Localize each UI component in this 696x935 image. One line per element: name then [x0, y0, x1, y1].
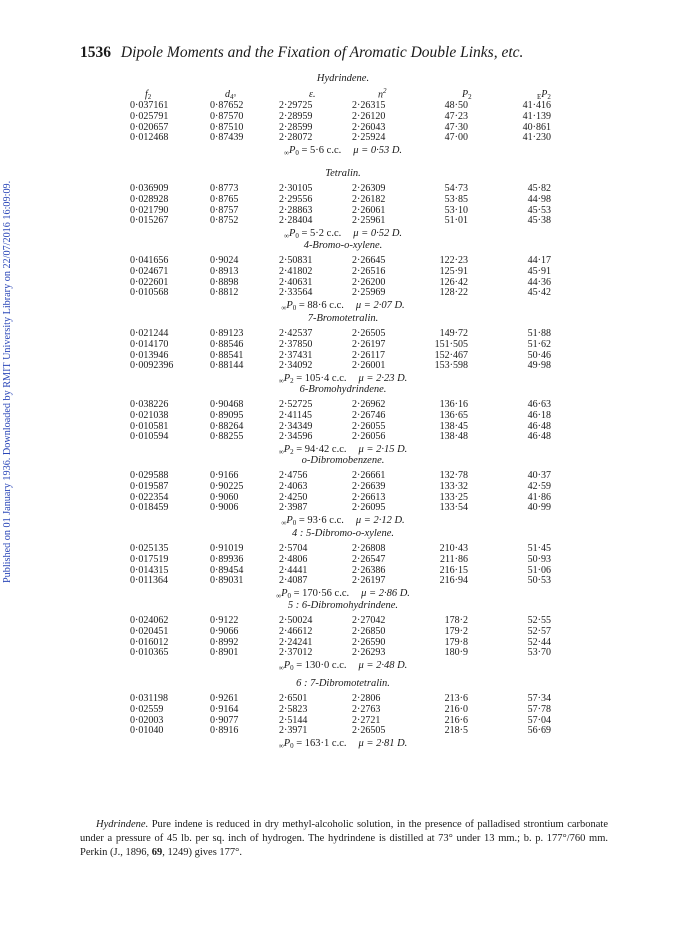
table-cell: 0·91019	[210, 543, 244, 554]
section-title: 6-Bromohydrindene.	[299, 384, 387, 395]
table-cell: 0·8765	[210, 193, 239, 205]
result-symbol: P	[283, 373, 291, 385]
table-cell: 48·50	[444, 100, 468, 111]
table-cell: 0·016012	[130, 636, 169, 648]
result-value: = 105·4 c.c.	[293, 373, 347, 385]
table-cell: 51·01	[444, 215, 468, 227]
result-symbol: P	[281, 588, 288, 600]
result-moment: μ = 0·52 D.	[353, 228, 403, 240]
table-cell: 0·8812	[210, 287, 239, 299]
table-cell: 0·025791	[130, 110, 169, 122]
table-cell: 2·28404	[279, 215, 313, 227]
table-cell: 0·9261	[210, 693, 239, 704]
table-cell: 0·88144	[210, 360, 244, 372]
table-cell: 0·021790	[130, 204, 169, 216]
table-cell: 41·139	[522, 110, 551, 122]
table-cell: 41·230	[522, 132, 551, 144]
result-subscript: 2	[290, 377, 294, 386]
table-cell: 44·36	[527, 276, 551, 288]
table-cell: 2·26056	[352, 431, 386, 443]
table-cell: 149·72	[439, 328, 468, 339]
table-cell: 50·53	[527, 575, 551, 587]
result-infinity: ∞	[281, 304, 287, 313]
section-title: o-Dibromobenzene.	[301, 455, 385, 466]
table-cell: 2·2763	[352, 703, 381, 715]
result-symbol: P	[283, 444, 291, 456]
result-symbol: P	[286, 300, 293, 312]
table-cell: 2·5144	[279, 714, 308, 726]
section-title: Hydrindene.	[316, 73, 370, 84]
table-cell: 46·18	[527, 409, 551, 421]
table-cell: 45·42	[527, 287, 551, 299]
page-number: 1536	[80, 44, 111, 61]
table-cell: 0·028928	[130, 193, 169, 205]
section-title: 5 : 6-Dibromohydrindene.	[287, 600, 399, 611]
table-cell: 2·42537	[279, 328, 313, 339]
footer-volume: 69	[151, 847, 163, 858]
table-cell: 2·26293	[352, 647, 386, 659]
table-cell: 51·45	[527, 543, 551, 554]
table-cell: 132·78	[439, 470, 468, 481]
table-cell: 49·98	[527, 360, 551, 372]
table-cell: 54·73	[444, 183, 468, 194]
table-cell: 0·014315	[130, 564, 169, 576]
table-cell: 2·41802	[279, 265, 313, 277]
table-cell: 0·014170	[130, 338, 169, 350]
table-cell: 0·87510	[210, 121, 244, 133]
table-cell: 2·33564	[279, 287, 313, 299]
result-symbol: P	[283, 738, 291, 750]
footer-lead: Hydrindene.	[96, 819, 149, 830]
publication-watermark: Published on 01 January 1936. Downloaded by RMIT University Library on 22/07/2016 16:09:09.	[2, 180, 13, 583]
table-cell: 179·8	[444, 636, 468, 648]
result-moment: μ = 2·07 D.	[355, 300, 405, 312]
result-value: = 94·42 c.c.	[293, 444, 347, 456]
table-cell: 0·018459	[130, 502, 169, 514]
table-cell: 2·26200	[352, 276, 386, 288]
table-cell: 50·93	[527, 553, 551, 565]
footer-text-2: , 1249) gives 177°.	[162, 847, 242, 858]
result-subscript: 0	[295, 232, 299, 241]
result-moment: μ = 2·12 D.	[355, 515, 405, 527]
table-cell: 2·26120	[352, 110, 386, 122]
result-symbol: P	[288, 228, 296, 240]
col-header-n2: $n^2$	[378, 87, 387, 101]
table-cell: 2·26315	[352, 100, 386, 111]
table-cell: 45·82	[527, 183, 551, 194]
table-cell: 2·26505	[352, 328, 386, 339]
table-cell: 44·17	[527, 255, 551, 266]
table-cell: 133·54	[439, 502, 468, 514]
section-title: Tetralin.	[325, 168, 361, 179]
table-cell: 133·32	[439, 480, 468, 492]
table-cell: 152·467	[434, 349, 468, 361]
table-cell: 2·26639	[352, 480, 386, 492]
table-cell: 45·53	[527, 204, 551, 216]
result-moment: μ = 2·86 D.	[361, 588, 410, 600]
table-cell: 52·44	[527, 636, 551, 648]
table-cell: 0·88546	[210, 338, 244, 350]
result-subscript: 0	[290, 742, 294, 751]
table-cell: 216·6	[444, 714, 468, 726]
table-cell: 2·26197	[352, 575, 386, 587]
table-cell: 216·15	[439, 564, 468, 576]
table-cell: 2·27042	[352, 615, 386, 626]
table-cell: 0·021244	[130, 328, 169, 339]
table-cell: 2·26808	[352, 543, 386, 554]
result-value: = 170·56 c.c.	[290, 588, 350, 600]
table-cell: 0·9122	[210, 615, 239, 626]
table-cell: 2·5823	[279, 703, 308, 715]
table-cell: 53·70	[527, 647, 551, 659]
table-cell: 151·505	[434, 338, 468, 350]
table-cell: 136·65	[439, 409, 468, 421]
table-cell: 213·6	[444, 693, 468, 704]
table-cell: 0·8992	[210, 636, 239, 648]
table-cell: 128·22	[439, 287, 468, 299]
table-cell: 125·91	[439, 265, 468, 277]
col-header-epsilon: ε.	[309, 89, 316, 100]
table-cell: 2·4441	[279, 564, 308, 576]
result-moment: μ = 2·15 D.	[358, 444, 408, 456]
table-cell: 2·26386	[352, 564, 386, 576]
table-cell: 2·26645	[352, 255, 386, 266]
table-cell: 0·8752	[210, 215, 239, 227]
table-cell: 46·48	[527, 420, 551, 432]
table-cell: 47·23	[444, 110, 468, 122]
table-cell: 0·017519	[130, 553, 169, 565]
table-cell: 2·26055	[352, 420, 386, 432]
table-cell: 2·26182	[352, 193, 386, 205]
table-cell: 52·57	[527, 625, 551, 637]
table-cell: 0·037161	[130, 100, 169, 111]
col-header-p2: $P_2$	[462, 89, 472, 101]
table-cell: 2·46612	[279, 625, 313, 637]
table-cell: 2·26505	[352, 725, 386, 737]
table-cell: 44·98	[527, 193, 551, 205]
table-cell: 218·5	[444, 725, 468, 737]
table-cell: 0·022354	[130, 491, 169, 503]
table-cell: 2·4756	[279, 470, 308, 481]
table-cell: 2·26661	[352, 470, 386, 481]
result-value: = 130·0 c.c.	[293, 660, 347, 672]
table-cell: 0·9060	[210, 491, 239, 503]
result-moment: μ = 2·81 D.	[358, 738, 408, 750]
result-subscript: 0	[295, 149, 299, 158]
table-cell: 0·0092396	[130, 360, 174, 372]
table-cell: 0·8916	[210, 725, 239, 737]
table-cell: 2·2721	[352, 714, 381, 726]
table-cell: 2·28959	[279, 110, 313, 122]
table-cell: 2·26001	[352, 360, 386, 372]
section-title: 6 : 7-Dibromotetralin.	[296, 678, 390, 689]
table-cell: 0·013946	[130, 349, 169, 361]
section-result	[284, 145, 402, 157]
table-cell: 41·416	[522, 100, 551, 111]
table-cell: 0·038226	[130, 399, 169, 410]
table-cell: 126·42	[439, 276, 468, 288]
table-cell: 2·4063	[279, 480, 308, 492]
table-cell: 0·020657	[130, 121, 169, 133]
result-subscript: 0	[292, 304, 297, 313]
table-cell: 0·022601	[130, 276, 169, 288]
table-cell: 40·99	[527, 502, 551, 514]
table-cell: 2·3987	[279, 502, 308, 514]
result-value: = 88·6 c.c.	[296, 300, 344, 312]
table-cell: 0·87439	[210, 132, 244, 144]
table-cell: 0·8901	[210, 647, 239, 659]
table-cell: 2·28599	[279, 121, 313, 133]
result-symbol: P	[283, 660, 291, 672]
table-cell: 2·28072	[279, 132, 313, 144]
table-cell: 46·63	[527, 399, 551, 410]
table-cell: 0·041656	[130, 255, 169, 266]
result-value: = 93·6 c.c.	[296, 515, 344, 527]
table-cell: 2·26197	[352, 338, 386, 350]
table-cell: 0·87652	[210, 100, 244, 111]
table-cell: 2·29556	[279, 193, 313, 205]
table-cell: 2·41145	[279, 409, 312, 421]
table-cell: 0·021038	[130, 409, 169, 421]
table-cell: 2·26516	[352, 265, 386, 277]
result-infinity: ∞	[283, 149, 289, 158]
table-cell: 2·25961	[352, 215, 386, 227]
table-cell: 0·02559	[130, 703, 164, 715]
table-cell: 2·37850	[279, 338, 313, 350]
table-cell: 2·26962	[352, 399, 386, 410]
footer-text-1: Pure indene is reduced in dry methyl-alcoholic solution, in the presence of palladised strontium carbonate under a pressure of 45 lb. per sq. inch of hydrogen. The hydrindene is distilled at 73° under 13 mm.; b. p. 177°/760 mm. Perkin (J., 1896,	[80, 819, 608, 858]
table-cell: 2·34349	[279, 420, 313, 432]
table-cell: 56·69	[527, 725, 551, 737]
table-cell: 2·6501	[279, 693, 308, 704]
table-cell: 0·9066	[210, 625, 239, 637]
table-cell: 2·30105	[279, 183, 313, 194]
table-cell: 0·024671	[130, 265, 169, 277]
result-moment: μ = 2·48 D.	[358, 660, 408, 672]
table-cell: 0·9077	[210, 714, 239, 726]
table-cell: 2·2806	[352, 693, 381, 704]
section-result	[279, 738, 408, 750]
table-cell: 2·26613	[352, 491, 386, 503]
table-cell: 136·16	[439, 399, 468, 410]
table-cell: 0·89123	[210, 328, 244, 339]
table-cell: 51·06	[527, 564, 551, 576]
table-cell: 50·46	[527, 349, 551, 361]
result-value: = 5·2 c.c.	[298, 228, 342, 240]
section-title: 7-Bromotetralin.	[307, 313, 379, 324]
table-cell: 0·029588	[130, 470, 169, 481]
table-cell: 0·89454	[210, 564, 244, 576]
table-cell: 178·2	[444, 615, 468, 626]
table-cell: 42·59	[527, 480, 551, 492]
table-cell: 2·3971	[279, 725, 308, 737]
table-cell: 2·24241	[279, 636, 313, 648]
table-cell: 216·0	[444, 703, 468, 715]
table-cell: 0·89095	[210, 409, 244, 421]
table-cell: 0·8757	[210, 204, 239, 216]
table-cell: 0·020451	[130, 625, 169, 637]
col-header-ep2: $_EP_2$	[537, 89, 551, 101]
section-result	[284, 228, 402, 240]
table-cell: 2·26746	[352, 409, 386, 421]
table-cell: 0·01040	[130, 725, 164, 737]
table-cell: 0·024062	[130, 615, 169, 626]
result-moment: μ = 2·23 D.	[358, 373, 408, 385]
table-cell: 211·86	[440, 553, 468, 565]
table-cell: 2·4250	[279, 491, 308, 503]
table-cell: 0·9166	[210, 470, 239, 481]
result-infinity: ∞	[278, 448, 284, 457]
table-cell: 2·26117	[352, 349, 385, 361]
result-subscript: 2	[290, 448, 294, 457]
table-cell: 2·26095	[352, 502, 386, 514]
table-cell: 0·02003	[130, 714, 164, 726]
result-moment: μ = 0·53 D.	[353, 145, 403, 157]
result-infinity: ∞	[276, 592, 282, 601]
table-cell: 2·26061	[352, 204, 386, 216]
footer-paragraph	[80, 818, 608, 860]
table-cell: 45·38	[527, 215, 551, 227]
table-cell: 2·4087	[279, 575, 308, 587]
table-cell: 53·10	[444, 204, 468, 216]
table-cell: 0·9164	[210, 703, 239, 715]
result-infinity: ∞	[278, 377, 284, 386]
result-subscript: 0	[290, 664, 294, 673]
section-result	[279, 660, 408, 672]
table-cell: 2·26547	[352, 553, 386, 565]
table-cell: 51·88	[527, 328, 551, 339]
table-cell: 133·25	[439, 491, 468, 503]
table-cell: 0·89031	[210, 575, 244, 587]
result-subscript: 0	[287, 592, 291, 601]
table-cell: 2·52725	[279, 399, 313, 410]
table-cell: 2·50831	[279, 255, 313, 266]
table-cell: 0·8913	[210, 265, 239, 277]
result-symbol: P	[286, 515, 293, 527]
table-cell: 2·26043	[352, 121, 386, 133]
table-cell: 2·26309	[352, 183, 386, 194]
table-cell: 0·019587	[130, 480, 169, 492]
table-cell: 40·37	[527, 470, 551, 481]
table-cell: 0·010581	[130, 420, 169, 432]
table-cell: 0·036909	[130, 183, 169, 194]
table-cell: 47·00	[444, 132, 468, 144]
table-cell: 0·90225	[210, 480, 244, 492]
result-value: = 163·1 c.c.	[293, 738, 347, 750]
section-result	[281, 515, 404, 527]
section-title: 4-Bromo-o-xylene.	[303, 240, 383, 251]
section-result	[276, 588, 410, 600]
table-cell: 0·010568	[130, 287, 169, 299]
table-cell: 0·8898	[210, 276, 239, 288]
result-infinity: ∞	[278, 664, 284, 673]
table-cell: 2·34596	[279, 431, 313, 443]
table-cell: 41·86	[527, 491, 551, 503]
col-header-d4: $d_{4^\circ}$	[225, 89, 237, 101]
table-cell: 2·25924	[352, 132, 386, 144]
table-cell: 53·85	[444, 193, 468, 205]
table-cell: 0·025135	[130, 543, 169, 554]
table-cell: 0·010365	[130, 647, 169, 659]
table-cell: 0·88264	[210, 420, 244, 432]
table-cell: 2·28863	[279, 204, 313, 216]
page-title: Dipole Moments and the Fixation of Aromatic Double Links, etc.	[120, 44, 524, 61]
table-cell: 2·37431	[279, 349, 313, 361]
result-subscript: 0	[292, 519, 297, 528]
table-cell: 180·9	[444, 647, 468, 659]
result-infinity: ∞	[281, 519, 287, 528]
result-value: = 5·6 c.c.	[298, 145, 342, 157]
table-cell: 2·29725	[279, 100, 313, 111]
result-symbol: P	[288, 145, 296, 157]
table-cell: 0·9024	[210, 255, 239, 266]
table-cell: 216·94	[439, 575, 468, 587]
result-infinity: ∞	[283, 232, 289, 241]
table-cell: 2·25969	[352, 287, 386, 299]
table-cell: 0·9006	[210, 502, 239, 514]
col-header-f2: $f_2$	[145, 89, 152, 101]
table-cell: 2·37012	[279, 647, 313, 659]
table-cell: 2·4806	[279, 553, 308, 565]
table-cell: 0·8773	[210, 183, 239, 194]
table-cell: 179·2	[444, 625, 468, 637]
table-cell: 0·88255	[210, 431, 244, 443]
table-cell: 2·26590	[352, 636, 386, 648]
table-cell: 47·30	[444, 121, 468, 133]
table-cell: 51·62	[527, 338, 551, 350]
table-cell: 138·45	[439, 420, 468, 432]
table-cell: 57·34	[527, 693, 551, 704]
table-cell: 0·010594	[130, 431, 169, 443]
table-cell: 2·40631	[279, 276, 313, 288]
table-cell: 210·43	[439, 543, 468, 554]
table-cell: 40·861	[522, 121, 551, 133]
table-cell: 0·88541	[210, 349, 244, 361]
table-cell: 0·87570	[210, 110, 244, 122]
table-cell: 0·011364	[130, 575, 168, 587]
table-cell: 0·031198	[130, 693, 168, 704]
table-cell: 2·34092	[279, 360, 313, 372]
table-cell: 0·015267	[130, 215, 169, 227]
table-cell: 0·89936	[210, 553, 244, 565]
table-cell: 153·598	[434, 360, 468, 372]
table-cell: 57·78	[527, 703, 551, 715]
table-cell: 46·48	[527, 431, 551, 443]
table-cell: 138·48	[439, 431, 468, 443]
section-title: 4 : 5-Dibromo-o-xylene.	[292, 528, 394, 539]
table-cell: 0·90468	[210, 399, 244, 410]
table-cell: 57·04	[527, 714, 551, 726]
table-cell: 2·50024	[279, 615, 313, 626]
section-result	[281, 300, 404, 312]
table-cell: 45·91	[527, 265, 551, 277]
table-cell: 2·26850	[352, 625, 386, 637]
result-infinity: ∞	[278, 742, 284, 751]
table-cell: 0·012468	[130, 132, 169, 144]
table-cell: 122·23	[439, 255, 468, 266]
table-cell: 52·55	[527, 615, 551, 626]
table-cell: 2·5704	[279, 543, 308, 554]
